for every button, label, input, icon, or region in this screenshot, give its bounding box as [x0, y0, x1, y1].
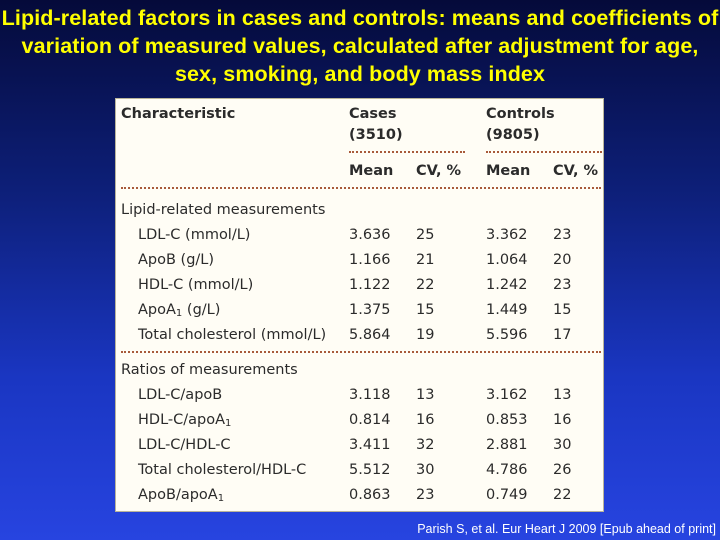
cell-cases-mean: 1.375	[349, 302, 391, 318]
header-controls-mean: Mean	[486, 163, 531, 179]
row-label-text: LDL-C/apoB	[138, 387, 223, 403]
row-label-text: HDL-C/apoA	[138, 412, 226, 428]
header-characteristic: Characteristic	[121, 106, 236, 122]
slide-title: Lipid-related factors in cases and controls: means and coefficients of variation of measured values, calculated after adjustment for age, sex, smoking, and body mass index	[1, 6, 719, 86]
cell-cases-cv: 15	[416, 302, 435, 318]
row-label-text: LDL-C/HDL-C	[138, 437, 231, 453]
cell-controls-cv: 30	[553, 437, 572, 453]
header-controls-n: (9805)	[486, 127, 540, 143]
cell-controls-mean: 3.362	[486, 227, 528, 243]
cell-cases-cv: 25	[416, 227, 435, 243]
cell-controls-mean: 4.786	[486, 462, 528, 478]
cell-cases-mean: 3.118	[349, 387, 391, 403]
section-divider-rule	[121, 351, 601, 353]
cell-controls-mean: 2.881	[486, 437, 528, 453]
cell-cases-mean: 0.814	[349, 412, 391, 428]
cell-cases-mean: 1.166	[349, 252, 391, 268]
cell-controls-cv: 20	[553, 252, 572, 268]
header-cases: Cases	[349, 106, 397, 122]
cell-cases-mean: 3.636	[349, 227, 391, 243]
cell-cases-cv: 22	[416, 277, 435, 293]
cell-controls-mean: 5.596	[486, 327, 528, 343]
cell-controls-cv: 13	[553, 387, 572, 403]
row-label	[138, 436, 231, 454]
cell-cases-cv: 30	[416, 462, 435, 478]
cell-controls-cv: 26	[553, 462, 572, 478]
cell-controls-mean: 1.449	[486, 302, 528, 318]
cell-controls-mean: 3.162	[486, 387, 528, 403]
row-label-text: ApoA	[138, 302, 176, 318]
row-label	[138, 301, 220, 323]
cell-cases-cv: 13	[416, 387, 435, 403]
cell-controls-cv: 17	[553, 327, 572, 343]
cell-cases-mean: 5.512	[349, 462, 391, 478]
row-label	[138, 411, 231, 433]
controls-header-rule	[486, 151, 602, 153]
cell-controls-cv: 23	[553, 227, 572, 243]
row-label-text: Total cholesterol/HDL-C	[138, 462, 307, 478]
cell-cases-mean: 5.864	[349, 327, 391, 343]
row-label-subscript: 1	[175, 308, 183, 319]
row-label-text: LDL-C (mmol/L)	[138, 227, 251, 243]
cell-cases-cv: 21	[416, 252, 435, 268]
section-label: Ratios of measurements	[121, 362, 298, 378]
cell-controls-cv: 23	[553, 277, 572, 293]
cell-cases-cv: 23	[416, 487, 435, 503]
cell-cases-cv: 32	[416, 437, 435, 453]
cell-cases-mean: 0.863	[349, 487, 391, 503]
header-controls-cv: CV, %	[553, 163, 599, 179]
row-label	[138, 326, 326, 344]
cell-cases-mean: 3.411	[349, 437, 391, 453]
row-label	[138, 276, 253, 294]
row-label	[138, 461, 306, 479]
row-label	[138, 226, 250, 244]
row-label-text: HDL-C (mmol/L)	[138, 277, 254, 293]
cell-controls-mean: 1.064	[486, 252, 528, 268]
cell-cases-cv: 19	[416, 327, 435, 343]
cell-cases-cv: 16	[416, 412, 435, 428]
cell-controls-mean: 0.749	[486, 487, 528, 503]
row-label-text: Total cholesterol (mmol/L)	[138, 327, 327, 343]
data-table	[115, 98, 604, 512]
citation: Parish S, et al. Eur Heart J 2009 [Epub ahead of print]	[417, 522, 716, 536]
header-cases-mean: Mean	[349, 163, 394, 179]
header-cases-cv: CV, %	[416, 163, 462, 179]
row-label	[138, 386, 222, 404]
row-label	[138, 251, 214, 269]
cell-cases-mean: 1.122	[349, 277, 391, 293]
row-label-text: ApoB/apoA	[138, 487, 218, 503]
cell-controls-cv: 16	[553, 412, 572, 428]
header-bottom-rule	[121, 187, 601, 189]
header-cases-n: (3510)	[349, 127, 403, 143]
cell-controls-mean: 0.853	[486, 412, 528, 428]
row-label-subscript: 1	[225, 418, 232, 429]
section-label: Lipid-related measurements	[121, 202, 326, 218]
row-label-suffix: (g/L)	[182, 302, 221, 318]
cell-controls-cv: 22	[553, 487, 572, 503]
cases-header-rule	[349, 151, 465, 153]
cell-controls-cv: 15	[553, 302, 572, 318]
row-label-text: ApoB (g/L)	[138, 252, 215, 268]
row-label-subscript: 1	[217, 493, 225, 504]
header-controls: Controls	[486, 106, 555, 122]
row-label	[138, 486, 224, 508]
cell-controls-mean: 1.242	[486, 277, 528, 293]
